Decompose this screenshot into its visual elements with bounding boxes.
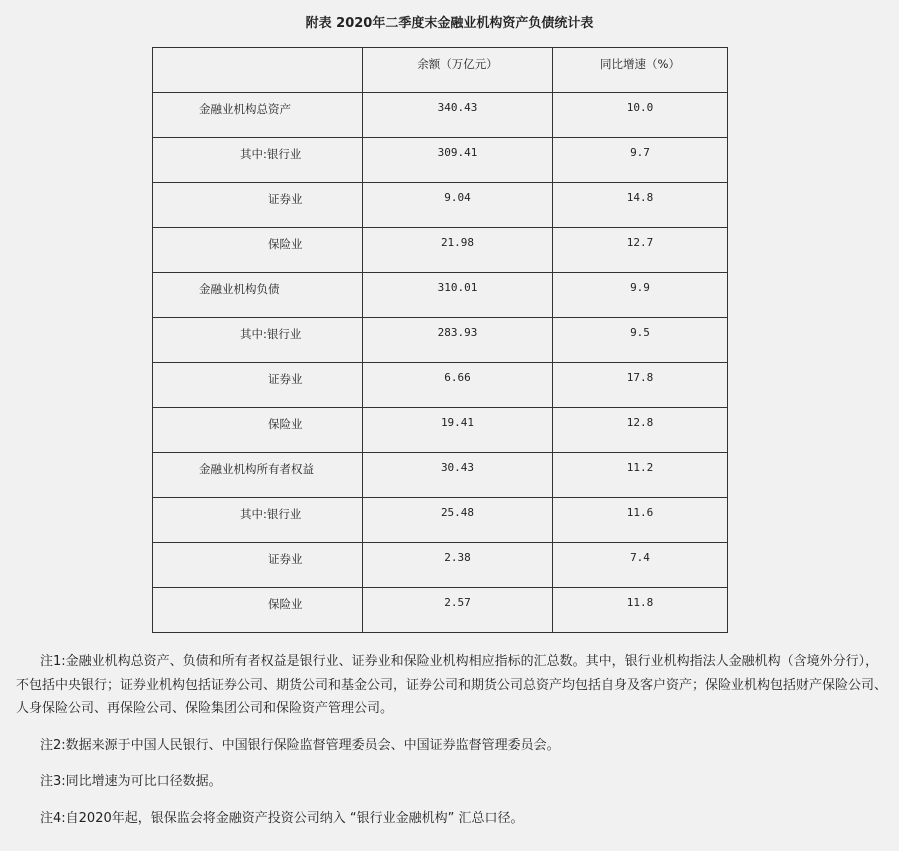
row-growth: 9.7 (553, 138, 728, 183)
table-row (153, 543, 728, 588)
row-label: 保险业 (153, 228, 363, 273)
row-growth: 14.8 (553, 183, 728, 228)
row-label: 其中:银行业 (153, 498, 363, 543)
row-balance: 283.93 (363, 318, 553, 363)
row-balance: 6.66 (363, 363, 553, 408)
note-3: 注3:同比增速为可比口径数据。 (40, 774, 222, 789)
balance-sheet-table (152, 47, 728, 633)
row-label: 保险业 (153, 588, 363, 633)
row-label: 金融业机构总资产 (153, 93, 363, 138)
row-growth: 7.4 (553, 543, 728, 588)
row-growth: 11.8 (553, 588, 728, 633)
table-row (153, 453, 728, 498)
table-row (153, 228, 728, 273)
table-row (153, 588, 728, 633)
row-label: 证券业 (153, 363, 363, 408)
table-row (153, 273, 728, 318)
table-row (153, 498, 728, 543)
row-balance: 2.57 (363, 588, 553, 633)
header-label-cell (153, 48, 363, 93)
row-growth: 11.2 (553, 453, 728, 498)
table-row (153, 408, 728, 453)
table-row (153, 318, 728, 363)
row-growth: 12.7 (553, 228, 728, 273)
row-label: 金融业机构负债 (153, 273, 363, 318)
row-growth: 11.6 (553, 498, 728, 543)
note-4: 注4:自2020年起，银保监会将金融资产投资公司纳入 “银行业金融机构” 汇总口径。 (40, 810, 524, 826)
row-label: 其中:银行业 (153, 318, 363, 363)
row-growth: 12.8 (553, 408, 728, 453)
table-row (153, 93, 728, 138)
row-balance: 9.04 (363, 183, 553, 228)
row-label: 金融业机构所有者权益 (153, 453, 363, 498)
row-balance: 309.41 (363, 138, 553, 183)
table-header-row (153, 48, 728, 93)
row-label: 证券业 (153, 543, 363, 588)
row-balance: 2.38 (363, 543, 553, 588)
row-label: 保险业 (153, 408, 363, 453)
table-row (153, 363, 728, 408)
row-balance: 21.98 (363, 228, 553, 273)
header-balance: 余额（万亿元） (363, 48, 553, 93)
row-balance: 30.43 (363, 453, 553, 498)
row-label: 证券业 (153, 183, 363, 228)
page-title: 附表 2020年二季度末金融业机构资产负债统计表 (305, 16, 594, 31)
row-balance: 340.43 (363, 93, 553, 138)
row-balance: 310.01 (363, 273, 553, 318)
row-growth: 17.8 (553, 363, 728, 408)
note-1: 注1:金融业机构总资产、负债和所有者权益是银行业、证券业和保险业机构相应指标的汇总数。其中，银行业机构指法人金融机构（含境外分行），不包括中央银行；证券业机构包括证券公司、期货公司和基金公司，证券公司和期货公司总资产均包括自身及客户资产；保险业机构包括财产保险公司、人身保险公司、再保险公司、保险集团公司和保险资产管理公司。 (16, 654, 888, 716)
notes-section (16, 650, 891, 843)
note-2: 注2:数据来源于中国人民银行、中国银行保险监督管理委员会、中国证券监督管理委员会。 (40, 737, 560, 753)
header-growth: 同比增速（%） (553, 48, 728, 93)
table-row (153, 138, 728, 183)
row-balance: 25.48 (363, 498, 553, 543)
row-growth: 9.9 (553, 273, 728, 318)
row-growth: 9.5 (553, 318, 728, 363)
table-row (153, 183, 728, 228)
row-label: 其中:银行业 (153, 138, 363, 183)
row-growth: 10.0 (553, 93, 728, 138)
row-balance: 19.41 (363, 408, 553, 453)
